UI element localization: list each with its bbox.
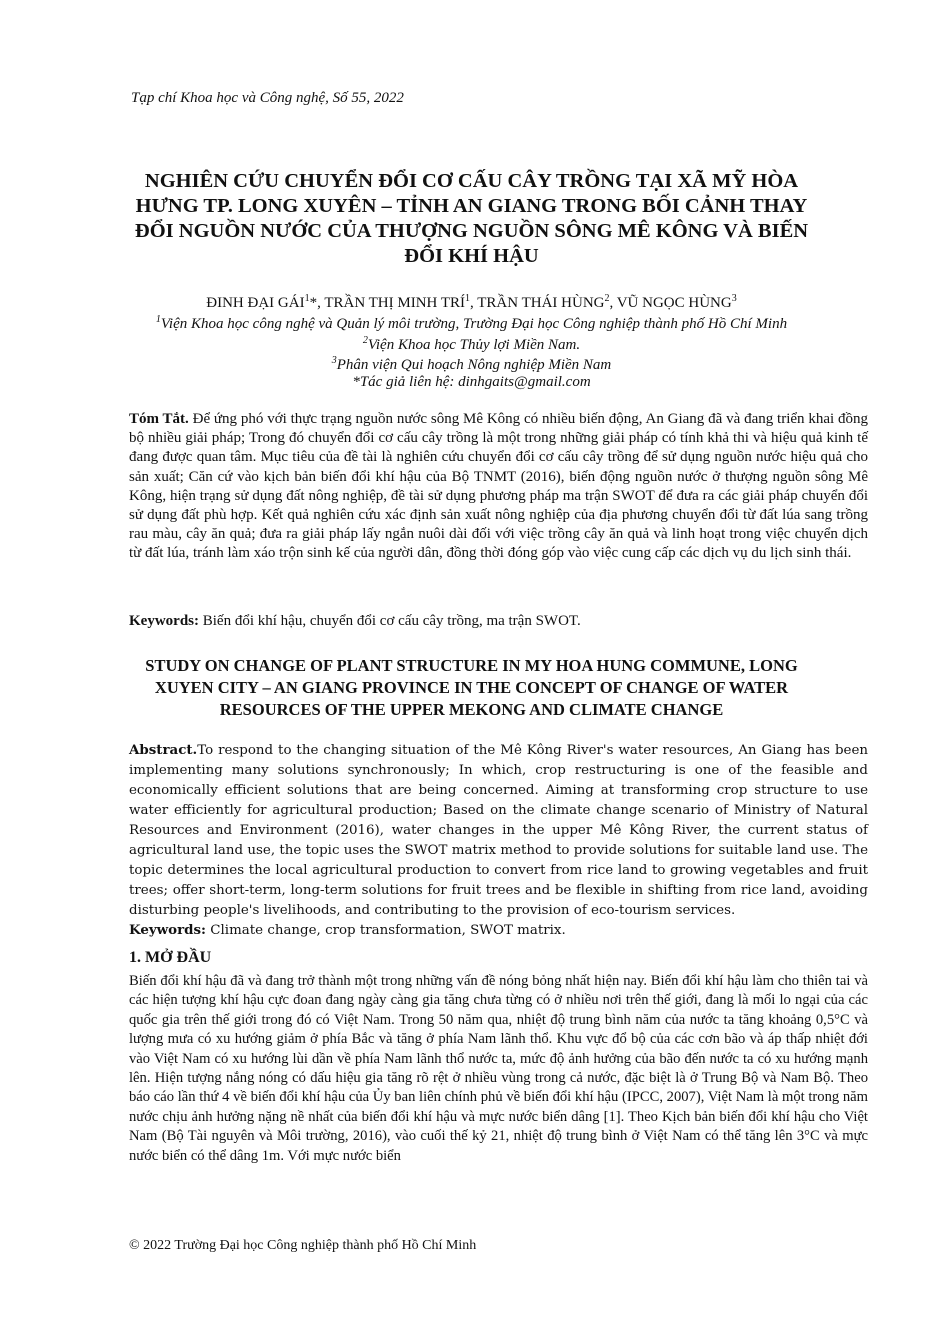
keywords-vietnamese: Keywords: Biến đổi khí hậu, chuyển đổi cơ cấu cây trồng, ma trận SWOT. — [129, 613, 581, 629]
abstract-vietnamese: Tóm Tắt. Để ứng phó với thực trạng nguồn nước sông Mê Kông có nhiều biến động, An Giang đã và đang triển khai đồng bộ nhiều giải pháp; Trong đó chuyển đổi cơ cấu cây trồng là một trong những giải pháp có tính khả thi và hiệu quả kinh tế đang được quan tâm. Mục tiêu của đề tài là nghiên cứu chuyển đổi cơ cấu cây trồng để sử dụng nguồn nước hiệu quả cho sản xuất; Căn cứ vào kịch bản biến đổi khí hậu của Bộ TNMT (2016), biến động nguồn nước ở thượng nguồn sông Mê Kông, hiện trạng sử dụng đất nông nghiệp, đề tài sử dụng phương pháp ma trận SWOT để đưa ra các giải pháp chuyển đổi sử dụng đất phù hợp. Kết quả nghiên cứu xác định sản xuất nông nghiệp của địa phương chuyển đổi từ đất lúa sang trồng rau màu, cây ăn quả; đưa ra giải pháp lấy ngắn nuôi dài đối với việc trồng cây ăn quả và linh hoạt trong việc chuyển dịch từ đất lúa, tránh làm xáo trộn sinh kế của người dân, đồng thời đóng góp vào việc cung cấp các dịch vụ du lịch sinh thái. — [129, 411, 868, 562]
abstract-vn-label: Tóm Tắt. — [129, 411, 189, 427]
affiliation-3: $^3$Phân viện Qui hoạch Nông nghiệp Miền Nam — [331, 355, 612, 373]
affiliation-2: $^2$Viện Khoa học Thủy lợi Miền Nam. — [362, 335, 581, 353]
journal-header: Tạp chí Khoa học và Công nghệ, Số 55, 2022 — [131, 90, 404, 106]
title-vietnamese: NGHIÊN CỨU CHUYỂN ĐỔI CƠ CẤU CÂY TRỒNG TẠI XÃ MỸ HÒA HƯNG TP. LONG XUYÊN – TỈNH AN GIANG TRONG BỐI CẢNH THAY ĐỔI NGUỒN NƯỚC CỦA THƯỢNG NGUỒN SÔNG MÊ KÔNG VÀ BIẾN ĐỔI KHÍ HẬU — [134, 170, 809, 267]
author-affil-sup: 2 — [604, 293, 610, 304]
author-name: TRẦN THÁI HÙNG — [477, 295, 605, 311]
keywords-label: Keywords: — [129, 922, 207, 938]
affiliation-1: $^1$Viện Khoa học công nghệ và Quản lý môi trường, Trường Đại học Công nghiệp thành phố Hồ Chí Minh — [155, 314, 788, 332]
author-affil-sup: 1 — [304, 293, 310, 304]
keywords-english: Keywords: Climate change, crop transformation, SWOT matrix. — [129, 922, 566, 938]
author-name: VŨ NGỌC HÙNG — [616, 295, 732, 311]
author-name: TRẦN THỊ MINH TRÍ — [324, 295, 466, 311]
section-heading: 1. MỞ ĐẦU — [129, 949, 212, 966]
corresponding-mark: * — [309, 295, 318, 311]
title-english: STUDY ON CHANGE OF PLANT STRUCTURE IN MY HOA HUNG COMMUNE, LONG XUYEN CITY – AN GIANG PROVINCE IN THE CONCEPT OF CHANGE OF WATER RESOURCES OF THE UPPER MEKONG AND CLIMATE CHANGE — [145, 656, 798, 719]
author-affil-sup: 3 — [731, 293, 737, 304]
keywords-label: Keywords: — [129, 613, 199, 629]
author-name: ĐINH ĐẠI GÁI — [206, 295, 305, 311]
author-list: ĐINH ĐẠI GÁI$^1$*, TRẦN THỊ MINH TRÍ$^1$, TRẦN THÁI HÙNG$^2$, VŨ NGỌC HÙNG$^3$ — [206, 293, 737, 311]
section-body-text: Biến đổi khí hậu đã và đang trở thành một trong những vấn đề nóng bỏng nhất hiện nay. Biến đổi khí hậu làm cho thiên tai và các hiện tượng khí hậu cực đoan đang ngày càng gia tăng chưa từng có ở nhiều nơi trên thế giới, đang là mối lo ngại của các quốc gia trên thế giới trong đó có Việt Nam. Trong 50 năm qua, nhiệt độ trung bình năm của nước ta tăng khoảng 0,5°C và lượng mưa có xu hướng giảm ở phía Bắc và tăng ở phía Nam lãnh thổ. Khu vực đổ bộ của các cơn bão và áp thấp nhiệt đới vào Việt Nam có xu hướng lùi dần về phía Nam lãnh thổ nước ta, mức độ ảnh hưởng của bão đến nước ta có xu hướng mạnh lên. Hiện tượng nắng nóng có dấu hiệu gia tăng rõ rệt ở nhiều vùng trong cả nước, đặc biệt là ở Trung Bộ và Nam Bộ. Theo báo cáo lần thứ 4 về biến đổi khí hậu của Ủy ban liên chính phủ về biến đổi khí hậu (IPCC, 2007), Việt Nam là một trong năm nước chịu ảnh hưởng nặng nề nhất của biến đổi khí hậu và mực nước biển dâng [1]. Theo Kịch bản biến đổi khí hậu cho Việt Nam (Bộ Tài nguyên và Môi trường, 2016), vào cuối thế kỷ 21, nhiệt độ trung bình ở Việt Nam có thể tăng lên 3°C và mực nước biển có thể dâng 1m. Với mực nước biển — [129, 973, 868, 1164]
corresponding-author: *Tác giả liên hệ: dinhgaits@gmail.com — [352, 374, 591, 390]
abstract-en-label: Abstract. — [129, 742, 198, 758]
author-affil-sup: 1 — [465, 293, 471, 304]
abstract-english: Abstract.To respond to the changing situation of the Mê Kông River's water resources, An Giang has been implementing many solutions synchronously; In which, crop restructuring is one of the feasible and economically efficient solutions that are being concerned. Aiming at transforming crop structure to use water efficiently for agricultural production; Based on the climate change scenario of Ministry of Natural Resources and Environment (2016), water changes in the upper Mê Kông River, the current status of agricultural land use, the topic uses the SWOT matrix method to provide solutions for suitable land use. The topic determines the local agricultural production to convert from rice land to growing vegetables and fruit trees; offer short-term, long-term solutions for fruit trees and be flexible in shifting from rice land, avoiding disturbing people's livelihoods, and contributing to the provision of eco-tourism services. — [129, 742, 868, 918]
copyright-footer: © 2022 Trường Đại học Công nghiệp thành phố Hồ Chí Minh — [129, 1238, 477, 1253]
